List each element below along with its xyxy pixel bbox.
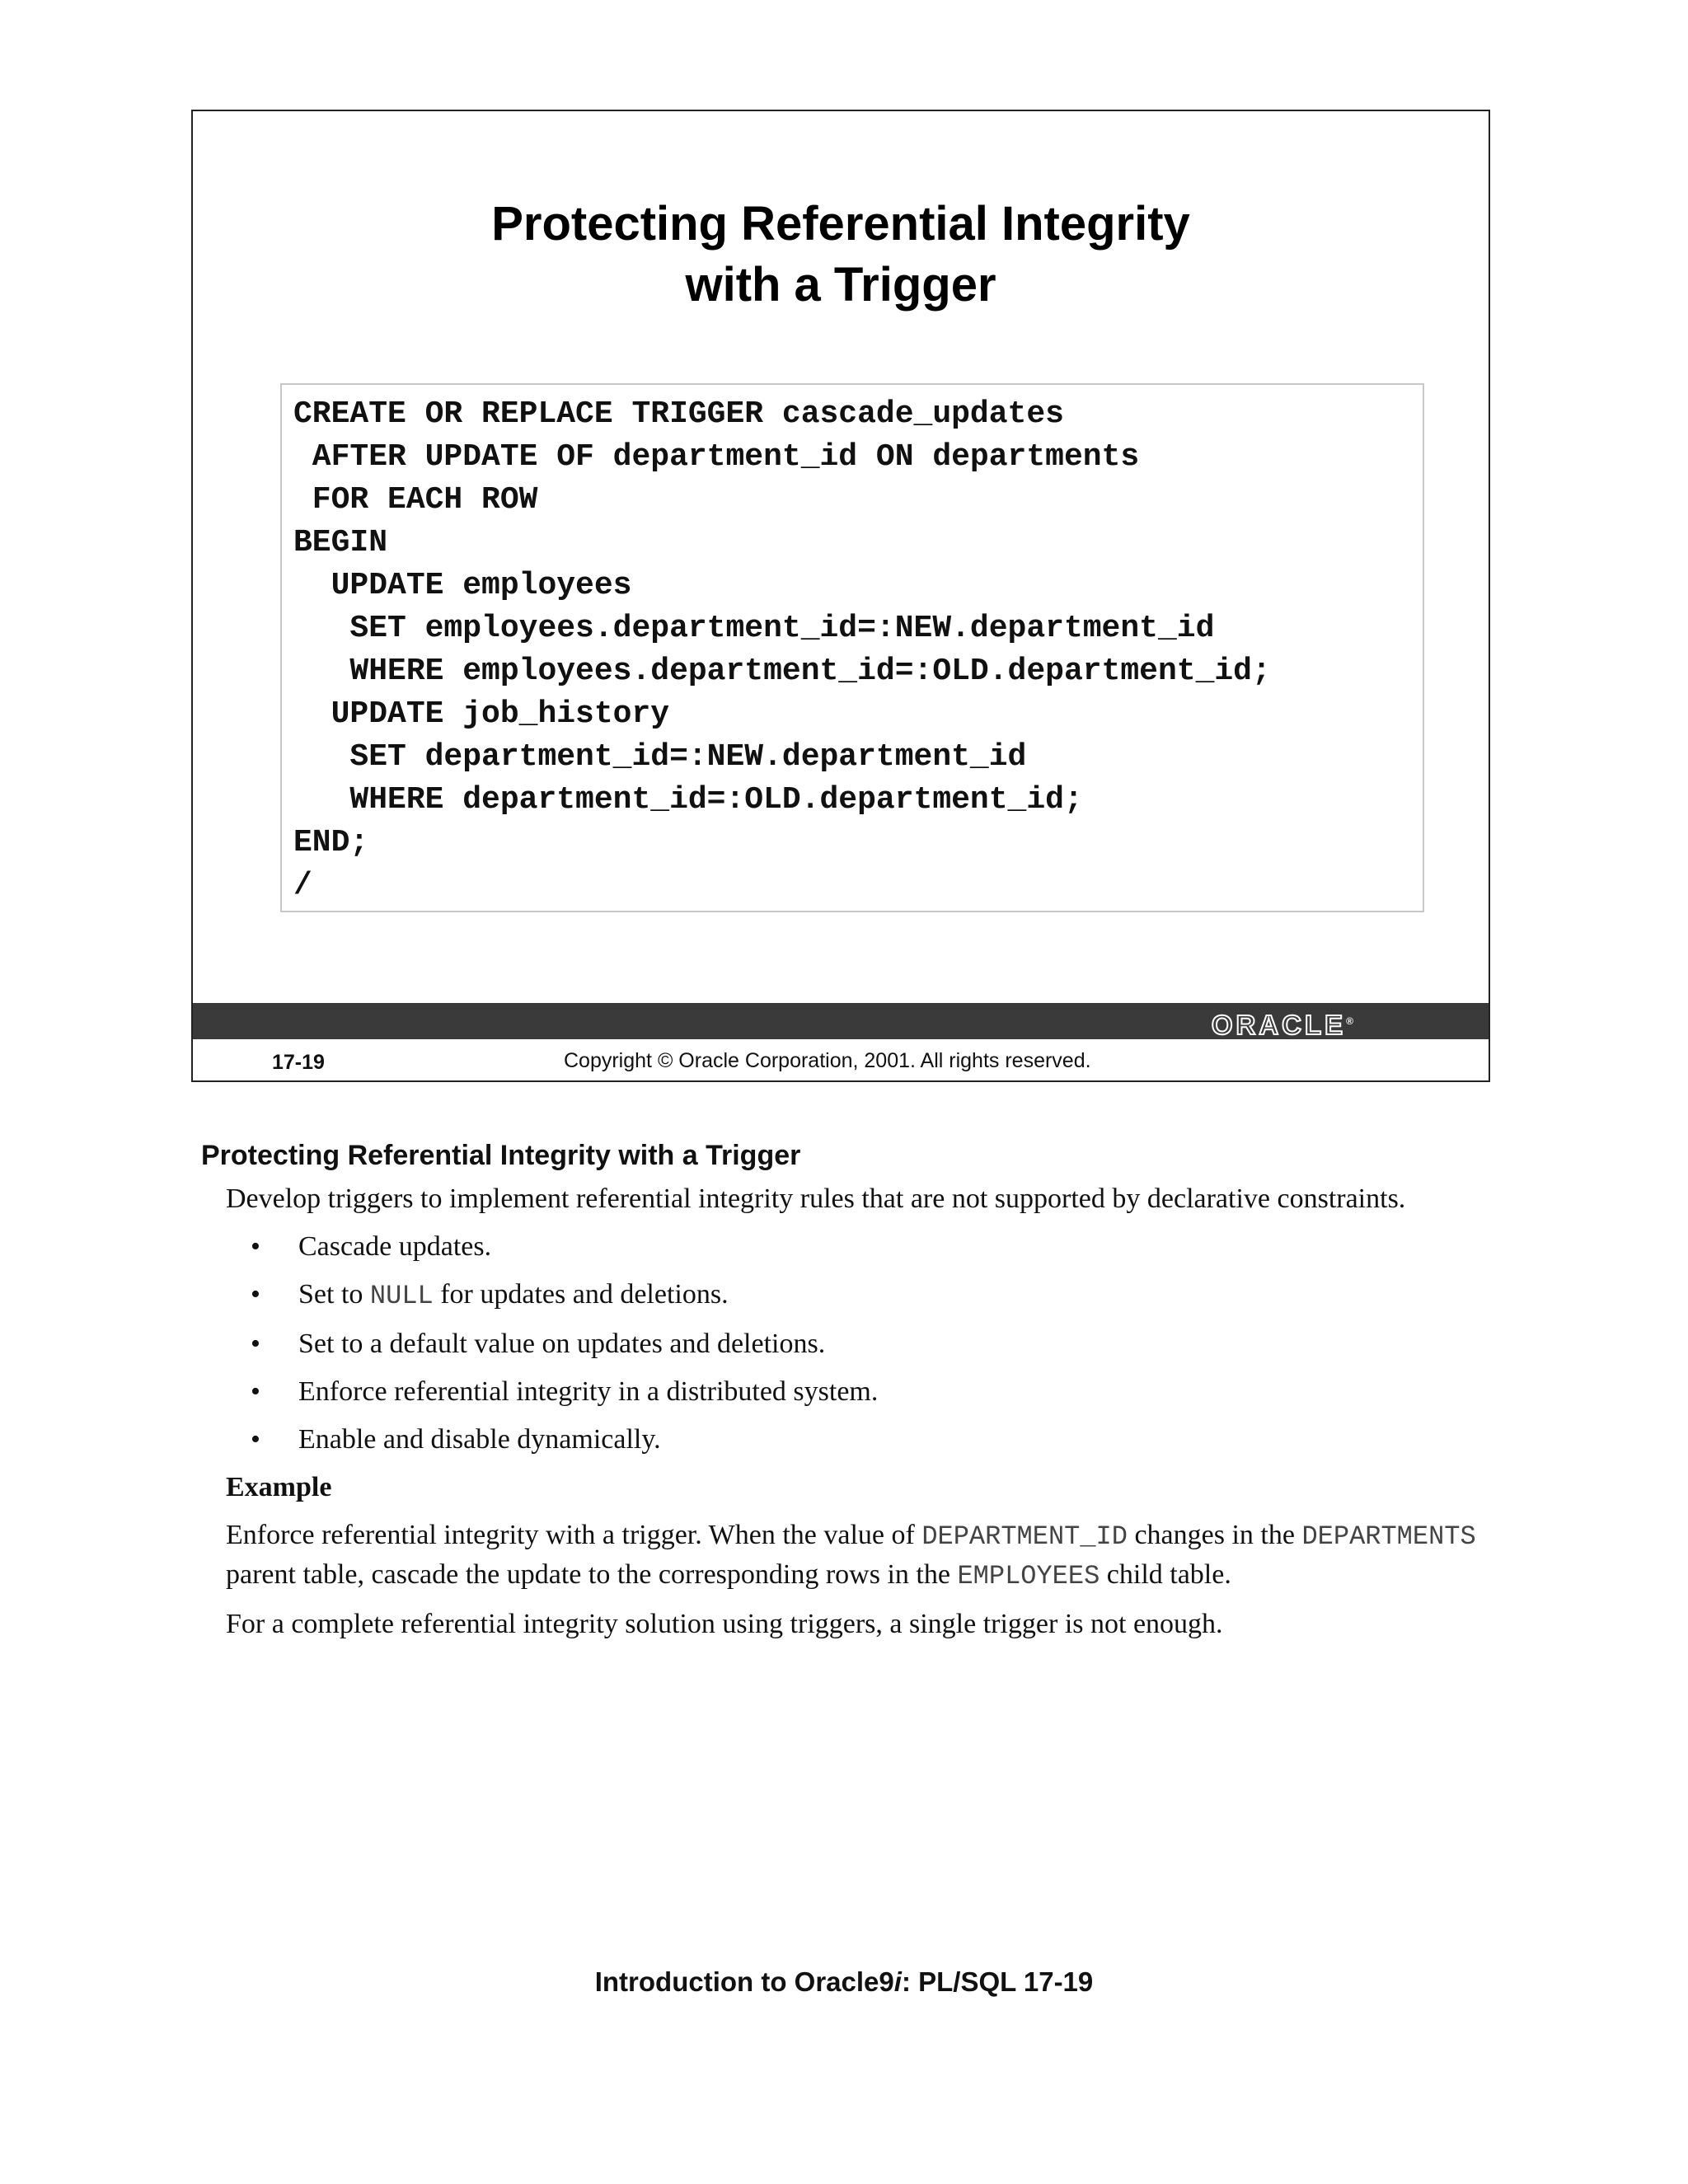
slide-title-line-2: with a Trigger — [685, 258, 996, 312]
registered-mark: ® — [1346, 1015, 1353, 1027]
code-line: / — [293, 868, 312, 903]
code-line: WHERE employees.department_id=:OLD.department_id; — [293, 654, 1271, 689]
footer-text: Introduction to Oracle9 — [594, 1966, 894, 1997]
code-box — [280, 383, 1424, 912]
footer-text: : PL/SQL 17-19 — [901, 1966, 1094, 1997]
intro-paragraph: Develop triggers to implement referential integrity rules that are not supported by declarative constraints. — [226, 1183, 1406, 1214]
code-line: END; — [293, 825, 369, 860]
bullet-list — [226, 1228, 1487, 1459]
list-item-text: Set to — [298, 1279, 370, 1310]
code-line: WHERE department_id=:OLD.department_id; — [293, 782, 1083, 818]
notes-section — [201, 1136, 1487, 1653]
code-department-id: DEPARTMENT_ID — [921, 1521, 1128, 1552]
example-text: changes in the — [1127, 1520, 1302, 1550]
list-item-text: Set to a default value on updates and deletions. — [298, 1329, 826, 1359]
example-text: parent table, cascade the update to the corresponding rows in the — [226, 1559, 958, 1590]
bullet-icon: • — [251, 1329, 260, 1359]
code-line: SET employees.department_id=:NEW.department_id — [293, 611, 1215, 646]
list-item-text: for updates and deletions. — [433, 1279, 729, 1310]
code-line: SET department_id=:NEW.department_id — [293, 739, 1027, 775]
notes-heading: Protecting Referential Integrity with a Trigger — [201, 1140, 801, 1171]
list-item — [226, 1325, 1487, 1363]
code-line: UPDATE employees — [293, 568, 632, 603]
example-paragraph — [226, 1516, 1487, 1596]
oracle-logo — [1211, 1005, 1353, 1040]
list-item-text: Cascade updates. — [298, 1231, 492, 1262]
slide-number: 17-19 — [272, 1051, 325, 1074]
code-line: BEGIN — [293, 525, 388, 560]
example-text: child table. — [1100, 1559, 1231, 1590]
bullet-icon: • — [251, 1231, 260, 1262]
notes-body — [226, 1180, 1487, 1643]
page-footer — [0, 1966, 1688, 1998]
example-heading: Example — [226, 1472, 332, 1502]
slide — [191, 110, 1490, 1082]
bullet-icon: • — [251, 1279, 260, 1310]
code-departments: DEPARTMENTS — [1301, 1521, 1476, 1552]
bullet-icon: • — [251, 1424, 260, 1455]
code-line: CREATE OR REPLACE TRIGGER cascade_updates — [293, 396, 1064, 432]
list-item-text: Enable and disable dynamically. — [298, 1424, 661, 1455]
list-item — [226, 1421, 1487, 1459]
code-line: UPDATE job_history — [293, 696, 670, 732]
oracle-logo-text: ORACLE — [1211, 1010, 1347, 1040]
list-item — [226, 1373, 1487, 1411]
closing-paragraph: For a complete referential integrity solution using triggers, a single trigger is not enough. — [226, 1609, 1223, 1639]
list-item — [226, 1228, 1487, 1266]
bullet-icon: • — [251, 1376, 260, 1407]
list-item-text: Enforce referential integrity in a distributed system. — [298, 1376, 879, 1407]
footer-italic: i — [893, 1966, 902, 1997]
code-null: NULL — [369, 1281, 434, 1311]
slide-title-line-1: Protecting Referential Integrity — [491, 197, 1190, 251]
code-employees: EMPLOYEES — [957, 1561, 1100, 1591]
slide-copyright: Copyright © Oracle Corporation, 2001. All rights reserved. — [564, 1049, 1091, 1072]
code-line: AFTER UPDATE OF department_id ON departments — [293, 439, 1140, 475]
list-item — [226, 1276, 1487, 1315]
example-text: Enforce referential integrity with a trigger. When the value of — [226, 1520, 922, 1550]
slide-title — [193, 194, 1489, 316]
code-line: FOR EACH ROW — [293, 482, 538, 518]
